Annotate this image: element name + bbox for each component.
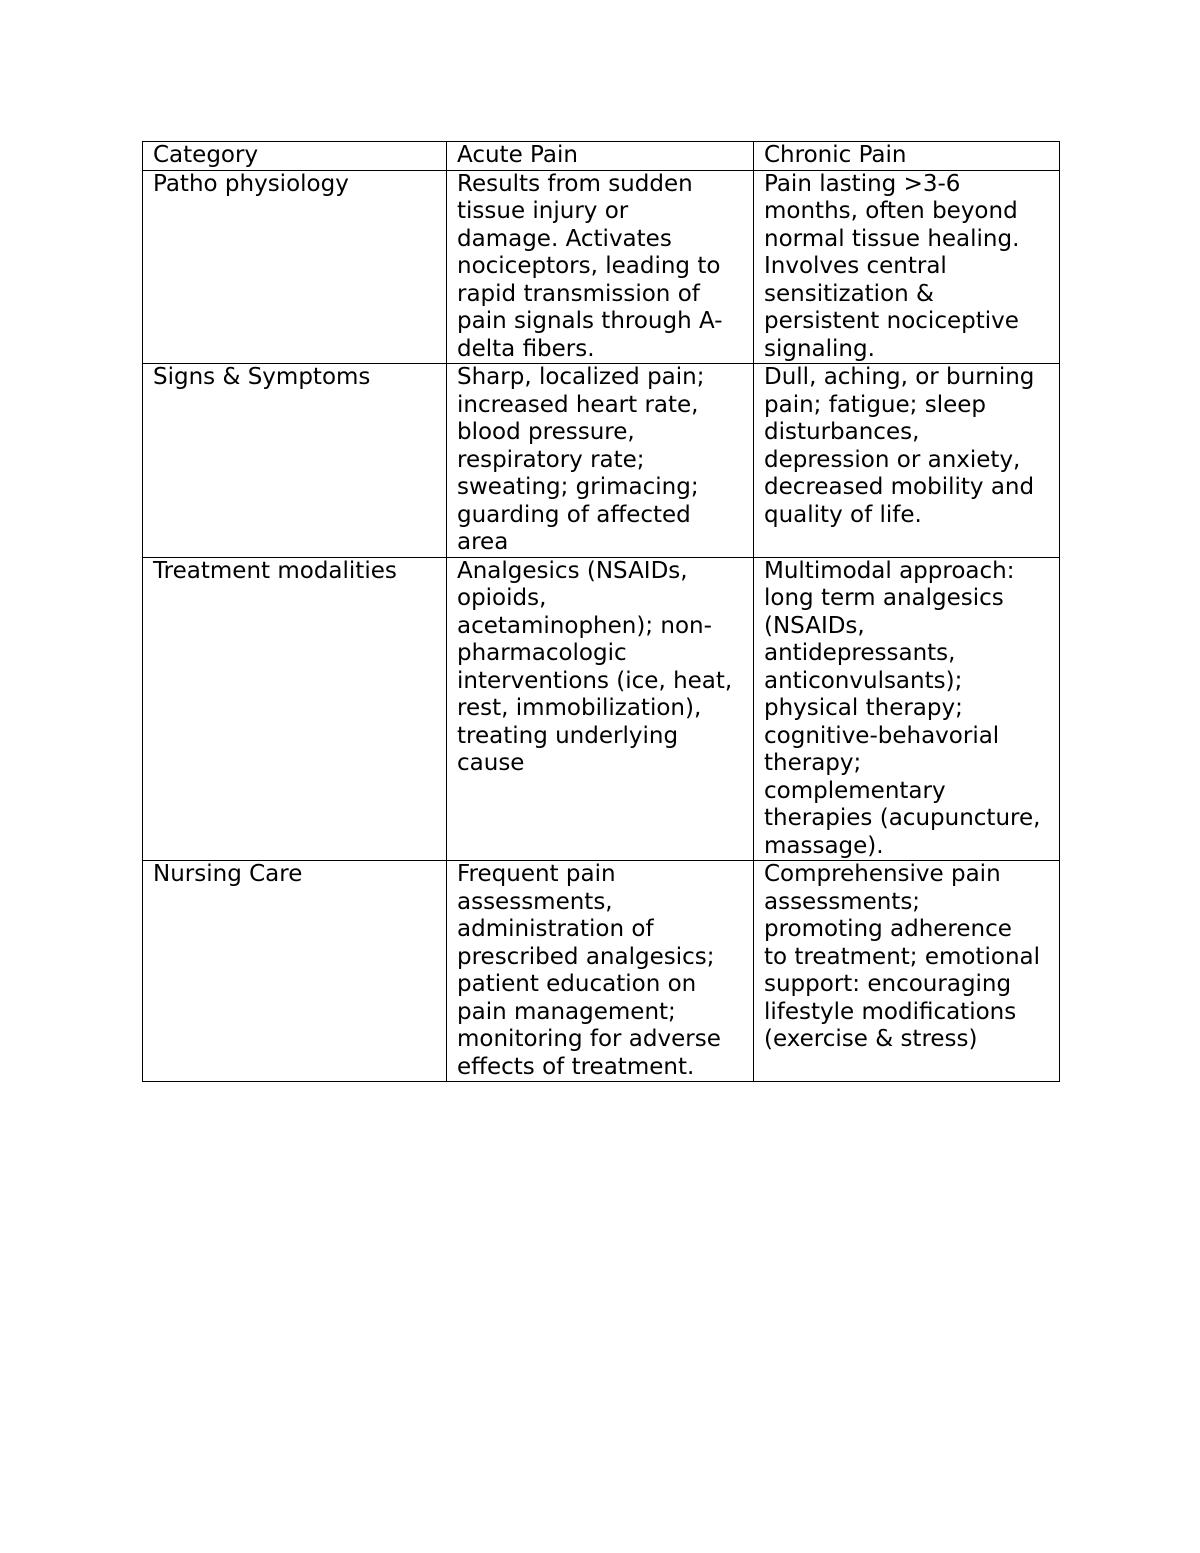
table-row: [143, 557, 1060, 861]
category-cell: Patho physiology: [143, 170, 447, 364]
chronic-pain-cell: Multimodal approach: long term analgesics (NSAIDs, antidepressants, anticonvulsants); physical therapy; cognitive-behavorial therapy; complementary therapies (acupuncture, massage).: [754, 557, 1060, 861]
chronic-pain-cell: Comprehensive pain assessments; promoting adherence to treatment; emotional support: encouraging lifestyle modifications (exercise & stress): [754, 861, 1060, 1082]
chronic-pain-cell: Dull, aching, or burning pain; fatigue; sleep disturbances, depression or anxiety, decreased mobility and quality of life.: [754, 364, 1060, 558]
pain-comparison-table: [142, 141, 1060, 1082]
chronic-pain-cell: Pain lasting >3-6 months, often beyond normal tissue healing. Involves central sensitization & persistent nociceptive signaling.: [754, 170, 1060, 364]
header-category: Category: [143, 142, 447, 171]
table-row: [143, 170, 1060, 364]
acute-pain-cell: Sharp, localized pain; increased heart rate, blood pressure, respiratory rate; sweating; grimacing; guarding of affected area: [447, 364, 754, 558]
acute-pain-cell: Analgesics (NSAIDs, opioids, acetaminophen); non- pharmacologic interventions (ice, heat, rest, immobilization), treating underlying cause: [447, 557, 754, 861]
category-cell: Nursing Care: [143, 861, 447, 1082]
category-cell: Treatment modalities: [143, 557, 447, 861]
category-cell: Signs & Symptoms: [143, 364, 447, 558]
table-header-row: [143, 142, 1060, 171]
acute-pain-cell: Results from sudden tissue injury or damage. Activates nociceptors, leading to rapid transmission of pain signals through A- delta fibers.: [447, 170, 754, 364]
table-row: [143, 861, 1060, 1082]
header-acute-pain: Acute Pain: [447, 142, 754, 171]
table-row: [143, 364, 1060, 558]
header-chronic-pain: Chronic Pain: [754, 142, 1060, 171]
acute-pain-cell: Frequent pain assessments, administration of prescribed analgesics; patient education on pain management; monitoring for adverse effects of treatment.: [447, 861, 754, 1082]
